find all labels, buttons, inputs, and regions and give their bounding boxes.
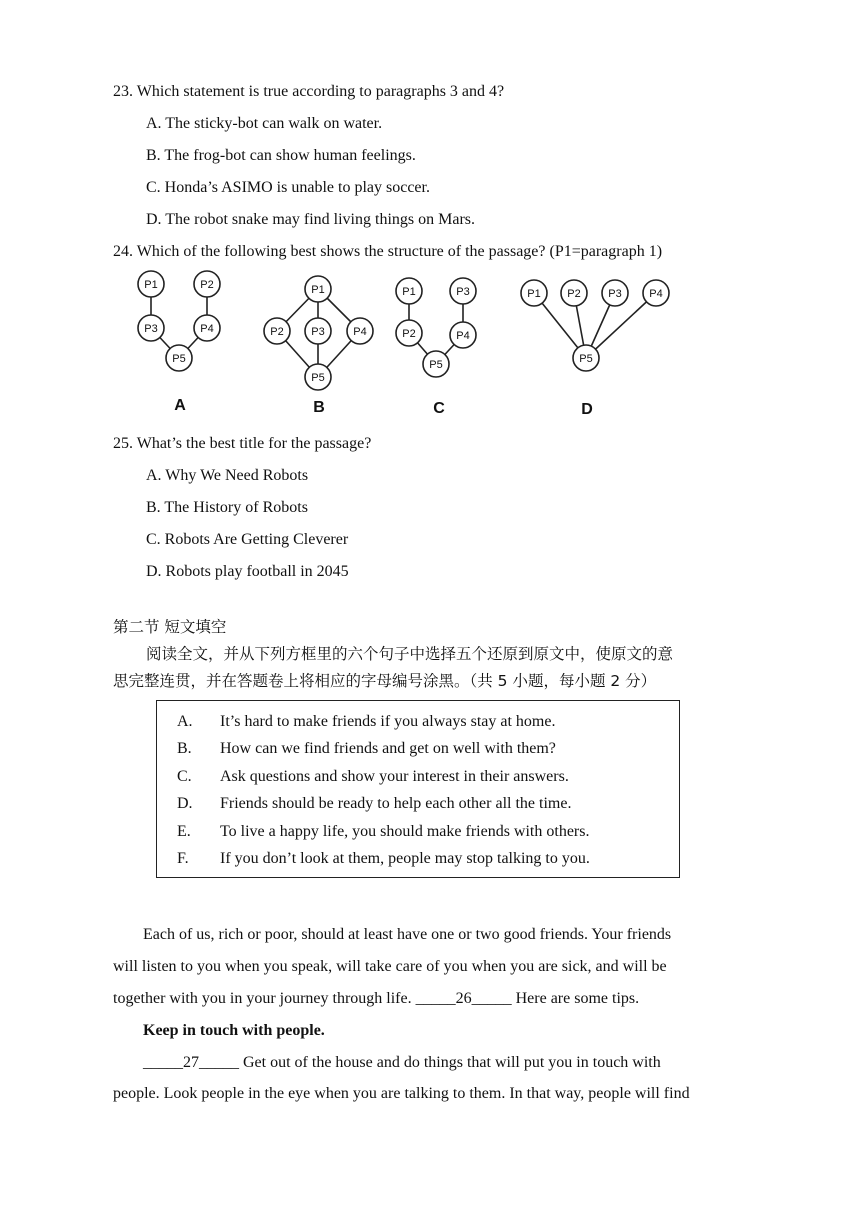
- passage-p1-line3: together with you in your journey through life. _____26_____ Here are some tips.: [113, 990, 640, 1007]
- diagram-node: [573, 345, 599, 371]
- node-label: P5: [311, 372, 325, 384]
- choice-letter: F.: [177, 850, 189, 867]
- section-instructions-line1: 阅读全文，并从下列方框里的六个句子中选择五个还原到原文中，使原文的意: [146, 645, 674, 663]
- q23-option-b: B. The frog-bot can show human feelings.: [146, 147, 416, 164]
- diagram-label-b: B: [313, 399, 325, 416]
- diagram-node: [347, 318, 373, 344]
- choice-letter: B.: [177, 740, 192, 757]
- choice-text: To live a happy life, you should make friends with others.: [220, 823, 590, 840]
- passage-subheading: Keep in touch with people.: [143, 1022, 325, 1039]
- choice-a: [177, 712, 555, 732]
- node-label: P3: [608, 288, 622, 300]
- choice-letter: A.: [177, 713, 193, 730]
- diagram-label-a: A: [174, 397, 186, 414]
- diagram-node: [396, 278, 422, 304]
- passage-p1-line2: will listen to you when you speak, will take care of you when you are sick, and will be: [113, 958, 667, 975]
- diagram-node: [305, 318, 331, 344]
- diagram-node: [450, 278, 476, 304]
- node-label: P2: [270, 326, 284, 338]
- node-label: P5: [172, 353, 186, 365]
- section-instructions-line2: 思完整连贯，并在答题卷上将相应的字母编号涂黑。（共 5 小题，每小题 2 分）: [113, 672, 657, 690]
- node-label: P5: [429, 359, 443, 371]
- choice-f: [177, 849, 590, 869]
- structure-diagrams: [130, 262, 690, 422]
- node-label: P3: [144, 323, 158, 335]
- diagram-node: [396, 320, 422, 346]
- choice-letter: D.: [177, 795, 193, 812]
- node-label: P4: [456, 330, 470, 342]
- diagram-node: [194, 315, 220, 341]
- node-label: P3: [456, 286, 470, 298]
- diagram-node: [521, 280, 547, 306]
- q25-option-b: B. The History of Robots: [146, 499, 308, 516]
- choice-text: It’s hard to make friends if you always stay at home.: [220, 713, 556, 730]
- diagram-node: [138, 271, 164, 297]
- passage-p2-line2: people. Look people in the eye when you are talking to them. In that way, people will find: [113, 1085, 690, 1102]
- choices-box: [156, 700, 680, 878]
- passage-p1-line1: Each of us, rich or poor, should at least have one or two good friends. Your friends: [143, 926, 672, 943]
- node-label: P2: [200, 279, 214, 291]
- choice-text: Ask questions and show your interest in their answers.: [220, 768, 569, 785]
- diagram-node: [643, 280, 669, 306]
- section-heading: 第二节 短文填空: [113, 618, 227, 636]
- choice-text: If you don’t look at them, people may stop talking to you.: [220, 850, 590, 867]
- q25-option-a: A. Why We Need Robots: [146, 467, 309, 484]
- q23-option-a: A. The sticky-bot can walk on water.: [146, 115, 383, 132]
- node-label: P1: [311, 284, 325, 296]
- choice-letter: C.: [177, 768, 192, 785]
- diagram-node: [305, 276, 331, 302]
- passage-p2-line1: _____27_____ Get out of the house and do things that will put you in touch with: [143, 1054, 661, 1071]
- diagram-node: [450, 322, 476, 348]
- diagram-node: [423, 351, 449, 377]
- node-label: P2: [567, 288, 581, 300]
- diagram-node: [194, 271, 220, 297]
- node-label: P4: [649, 288, 663, 300]
- choice-c: [177, 767, 569, 787]
- q23-option-d: D. The robot snake may find living things on Mars.: [146, 211, 475, 228]
- diagram-node: [602, 280, 628, 306]
- choice-text: Friends should be ready to help each other all the time.: [220, 795, 572, 812]
- diagram-node: [138, 315, 164, 341]
- q25-option-d: D. Robots play football in 2045: [146, 563, 349, 580]
- node-label: P3: [311, 326, 325, 338]
- node-label: P4: [200, 323, 214, 335]
- diagram-node: [305, 364, 331, 390]
- q23-stem: 23. Which statement is true according to paragraphs 3 and 4?: [113, 83, 505, 100]
- diagram-label-d: D: [581, 401, 593, 418]
- diagram-node: [264, 318, 290, 344]
- choice-b: [177, 739, 556, 759]
- node-label: P1: [144, 279, 158, 291]
- choice-letter: E.: [177, 823, 191, 840]
- q24-stem: 24. Which of the following best shows the structure of the passage? (P1=paragraph 1): [113, 243, 663, 260]
- q25-stem: 25. What’s the best title for the passage?: [113, 435, 372, 452]
- choice-e: [177, 822, 589, 842]
- diagram-node: [561, 280, 587, 306]
- q25-option-c: C. Robots Are Getting Cleverer: [146, 531, 349, 548]
- q23-option-c: C. Honda’s ASIMO is unable to play soccer.: [146, 179, 430, 196]
- node-label: P5: [579, 353, 593, 365]
- node-label: P1: [527, 288, 541, 300]
- diagram-label-c: C: [433, 400, 445, 417]
- diagram-node: [166, 345, 192, 371]
- node-label: P4: [353, 326, 367, 338]
- choice-d: [177, 794, 571, 814]
- choice-text: How can we find friends and get on well with them?: [220, 740, 556, 757]
- node-label: P1: [402, 286, 416, 298]
- node-label: P2: [402, 328, 416, 340]
